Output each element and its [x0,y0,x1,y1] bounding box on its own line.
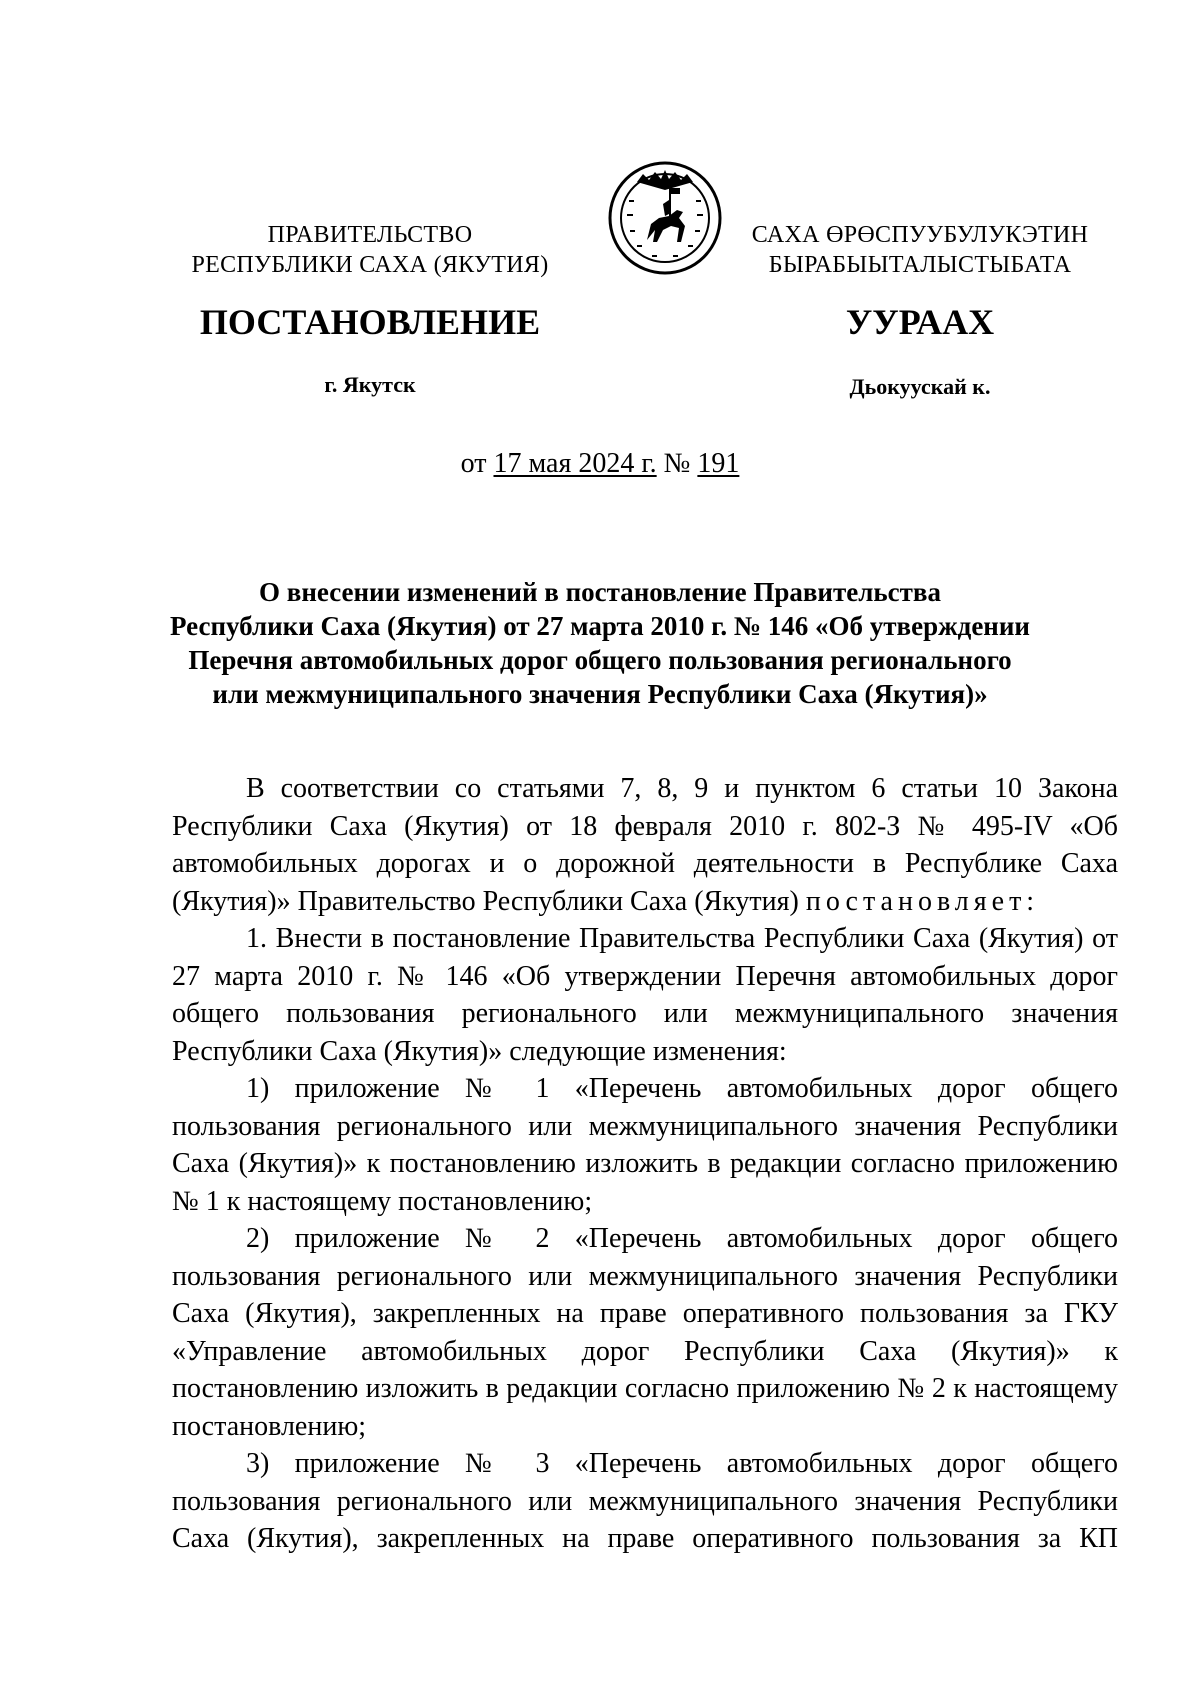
document-body [172,770,1118,1558]
coat-of-arms-emblem [607,160,723,276]
organization-line: БЫРАБЫЫТАЛЫСТЫБАТА [768,252,1072,278]
document-type-russian: ПОСТАНОВЛЕНИЕ [199,302,541,342]
document-type-yakut: УУРААХ [845,302,995,342]
preamble-paragraph [172,770,1118,920]
organization-line: САХА ӨРӨСПУУБУЛУКЭТИН [751,222,1089,248]
number-sign: № [656,448,698,479]
organization-line: РЕСПУБЛИКИ САХА (ЯКУТИЯ) [191,252,549,278]
organization-name-russian [160,220,580,280]
city-yakut: Дьокуускай к. [849,374,991,399]
decree-word: постановляет: [805,885,1040,917]
document-number: 191 [697,448,740,479]
title-line: Республики Саха (Якутия) от 27 марта 2010 г. № 146 «Об утверждении [170,611,1030,641]
subitem-1-paragraph: 1) приложение № 1 «Перечень автомобильных дорог общего пользования регионального или межмуниципального значения Республики Саха (Якутия)» к постановлению изложить в редакции согласно приложению № 1 к настоящему постановлению; [172,1073,1118,1217]
title-line: Перечня автомобильных дорог общего пользования регионального [188,645,1012,675]
subitem-2-paragraph: 2) приложение № 2 «Перечень автомобильных дорог общего пользования регионального или межмуниципального значения Республики Саха (Якутия), закрепленных на праве оперативного пользования за ГКУ «Управление автомобильных дорог Республики Саха (Якутия)» к постановлению изложить в редакции согласно приложению № 2 к настоящему постановлению; [172,1223,1118,1442]
preamble-text: В соответствии со статьями 7, 8, 9 и пунктом 6 статьи 10 Закона Республики Саха (Якутия) от 18 февраля 2010 г. 802-З № 495-IV «Об автомобильных дорогах и о дорожной деятельности в Республике Саха (Якутия)» Правительство Республики Саха (Якутия) [172,773,1118,917]
document-date-number [0,448,1200,480]
organization-name-yakut [735,220,1105,280]
title-line: или межмуниципального значения Республики Саха (Якутия)» [212,679,988,709]
date-prefix: от [460,448,494,479]
item-1-paragraph: 1. Внести в постановление Правительства Республики Саха (Якутия) от 27 марта 2010 г. № 146 «Об утверждении Перечня автомобильных дорог общего пользования регионального или межмуниципального значения Республики Саха (Якутия)» следующие изменения: [172,923,1118,1067]
document-date: 17 мая 2024 г. [493,448,657,479]
subitem-3-paragraph: 3) приложение № 3 «Перечень автомобильных дорог общего пользования регионального или межмуниципального значения Республики Саха (Якутия), закрепленных на праве оперативного пользования за КП [172,1448,1118,1554]
organization-line: ПРАВИТЕЛЬСТВО [267,222,473,248]
title-line: О внесении изменений в постановление Правительства [259,577,941,607]
city-russian: г. Якутск [324,372,416,397]
document-title [170,575,1030,711]
